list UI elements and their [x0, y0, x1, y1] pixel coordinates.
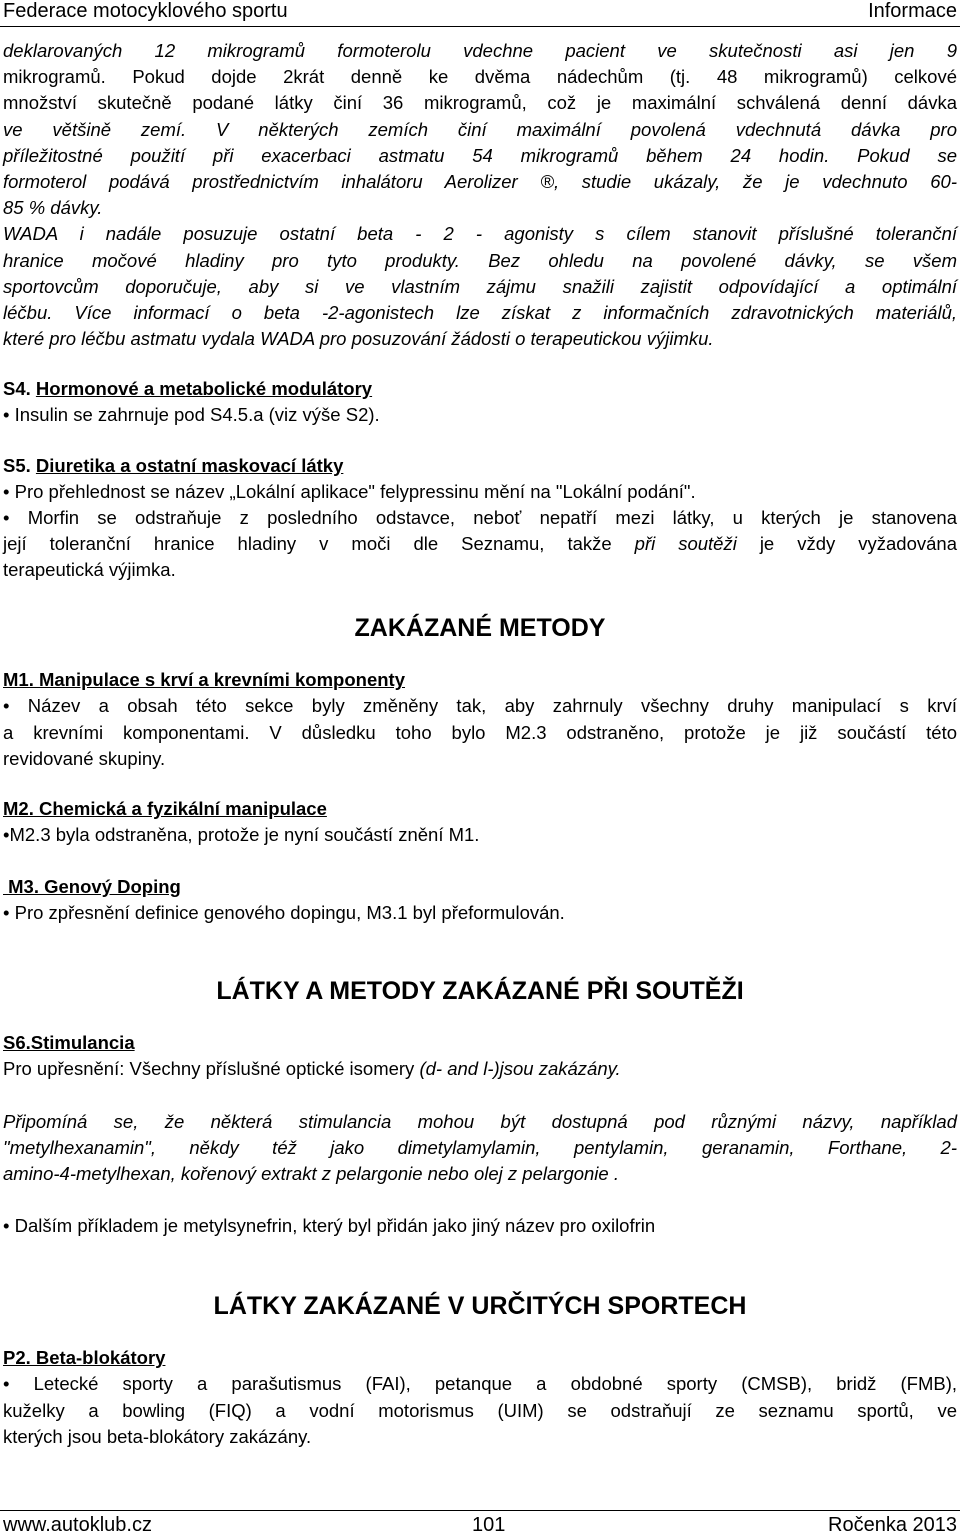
wada-line: léčbu. Více informací o beta -2-agonistech lze získat z informačních zdravotnických materiálů, — [3, 302, 957, 324]
list-item-continuation: kuželky a bowling (FIQ) a vodní motorismus (UIM) se odstraňují ze seznamu sportů, ve — [3, 1399, 957, 1421]
list-item-continuation: kterých jsou beta-blokátory zakázány. — [3, 1425, 312, 1447]
intro-line: množství skutečně podané látky činí 36 mikrogramů, což je maximální schválená denní dávka — [3, 92, 957, 114]
list-item: • Morfin se odstraňuje z posledního odstavce, neboť nepatří mezi látky, u kterých je stanovena — [3, 506, 957, 528]
section-heading-s4: S4. Hormonové a metabolické modulátory — [3, 378, 373, 400]
wada-line: které pro léčbu astmatu vydala WADA pro posuzování žádosti o terapeutickou výjimku. — [3, 328, 714, 350]
list-item-continuation: revidované skupiny. — [3, 747, 166, 769]
header-org: Federace motocyklového sportu — [3, 0, 288, 22]
page-content — [3, 38, 957, 1450]
wada-line: WADA i nadále posuzuje ostatní beta - 2 - agonisty s cílem stanovit příslušné toleranční — [3, 223, 957, 245]
list-item-continuation: a krevními komponentami. V důsledku toho bylo M2.3 odstraněno, protože je již součástí této — [3, 721, 957, 743]
section-heading-m2: M2. Chemická a fyzikální manipulace — [3, 798, 327, 820]
paragraph-line: Připomíná se, že některá stimulancia mohou být dostupná pod různými názvy, například — [3, 1110, 957, 1132]
list-item: • Letecké sporty a parašutismus (FAI), petanque a obdobné sporty (CMSB), bridž (FMB), — [3, 1373, 957, 1395]
heading-in-competition: LÁTKY A METODY ZAKÁZANÉ PŘI SOUTĚŽI — [216, 977, 744, 1006]
paragraph-line: "metylhexanamin", někdy též jako dimetylamylamin, pentylamin, geranamin, Forthane, 2- — [3, 1136, 957, 1158]
heading-prohibited-methods: ZAKÁZANÉ METODY — [354, 614, 606, 643]
paragraph-line: Pro upřesnění: Všechny příslušné optické isomery (d- and l-)jsou zakázány. — [3, 1058, 621, 1080]
list-item: • Název a obsah této sekce byly změněny tak, aby zahrnuly všechny druhy manipulací s krví — [3, 695, 957, 717]
section-heading-s6: S6.Stimulancia — [3, 1032, 135, 1054]
intro-line: 85 % dávky. — [3, 197, 103, 219]
wada-line: hranice močové hladiny pro tyto produkty. Bez ohledu na povolené dávky, se všem — [3, 249, 957, 271]
page-footer — [0, 1510, 960, 1537]
list-item: • Dalším příkladem je metylsynefrin, který byl přidán jako jiný název pro oxilofrin — [3, 1215, 656, 1237]
page-header — [0, 0, 960, 27]
section-heading-s5: S5. Diuretika a ostatní maskovací látky — [3, 454, 344, 476]
section-heading-p2: P2. Beta-blokátory — [3, 1347, 166, 1369]
footer-website: www.autoklub.cz — [3, 1514, 152, 1536]
list-item-continuation: terapeutická výjimka. — [3, 559, 176, 581]
heading-particular-sports: LÁTKY ZAKÁZANÉ V URČITÝCH SPORTECH — [213, 1292, 747, 1321]
intro-line: deklarovaných 12 mikrogramů formoterolu vdechne pacient ve skutečnosti asi jen 9 — [3, 40, 957, 61]
intro-line: formoterol podává prostřednictvím inhalátoru Aerolizer ®, studie ukázaly, že je vdechnuto 60- — [3, 171, 957, 193]
intro-line: ve většině zemí. V některých zemích činí maximální povolená vdechnutá dávka pro — [3, 118, 957, 140]
list-item: • Insulin se zahrnuje pod S4.5.a (viz výše S2). — [3, 404, 380, 426]
section-heading-m1: M1. Manipulace s krví a krevními komponenty — [3, 669, 405, 691]
list-item: • Pro zpřesnění definice genového dopingu, M3.1 byl přeformulován. — [3, 902, 565, 924]
intro-line: příležitostné použití při exacerbaci astmatu 54 mikrogramů během 24 hodin. Pokud se — [3, 144, 957, 166]
intro-line: mikrogramů. Pokud dojde 2krát denně ke dvěma nádechům (tj. 48 mikrogramů) celkové — [3, 66, 957, 88]
page-number: 101 — [472, 1514, 506, 1536]
footer-yearbook: Ročenka 2013 — [828, 1514, 957, 1536]
list-item: •M2.3 byla odstraněna, protože je nyní součástí znění M1. — [3, 824, 480, 846]
list-item-continuation: její toleranční hranice hladiny v moči dle Seznamu, takže při soutěži je vždy vyžadována — [3, 533, 957, 555]
header-section: Informace — [868, 0, 957, 22]
list-item: • Pro přehlednost se název „Lokální aplikace" felypressinu mění na "Lokální podání". — [3, 480, 696, 502]
paragraph-line: amino-4-metylhexan, kořenový extrakt z pelargonie nebo olej z pelargonie . — [3, 1163, 619, 1185]
section-heading-m3: M3. Genový Doping — [3, 876, 181, 898]
wada-line: sportovcům doporučuje, aby si ve vlastním zájmu snažili zajistit odpovídající a optimální — [3, 275, 957, 297]
